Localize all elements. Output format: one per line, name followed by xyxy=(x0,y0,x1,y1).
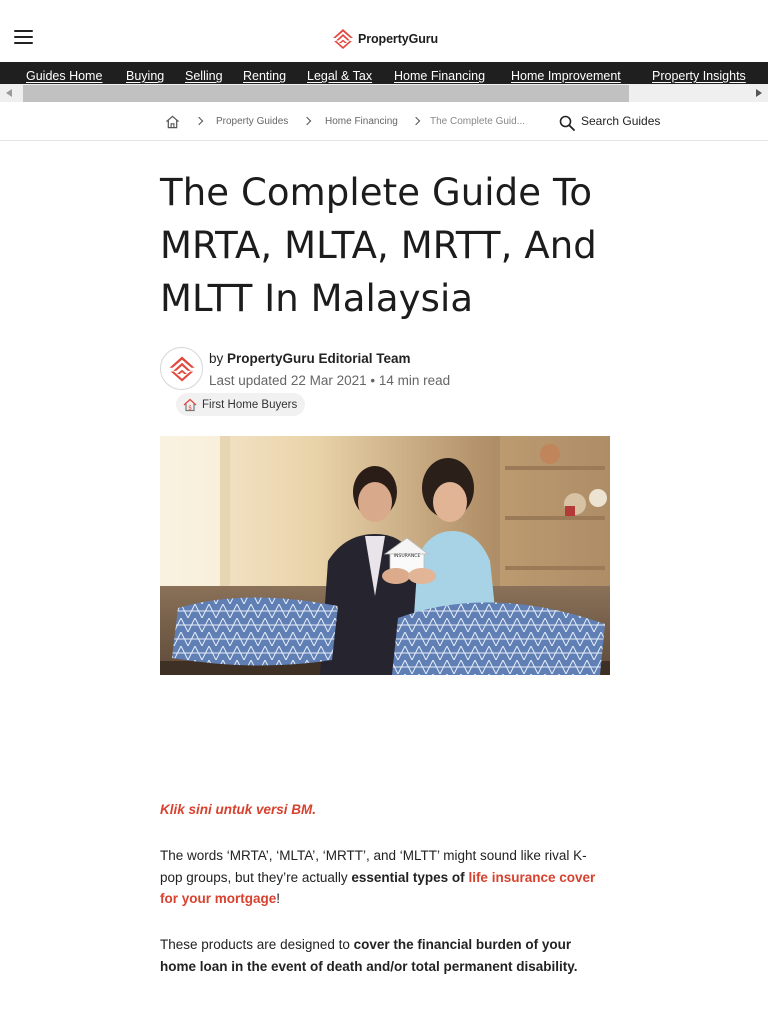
intro-bold: essential types of xyxy=(351,869,465,885)
breadcrumb-property-guides[interactable]: Property Guides xyxy=(216,116,289,127)
nav-selling[interactable]: Selling xyxy=(185,69,223,83)
top-header xyxy=(0,0,768,62)
nav-legal-tax[interactable]: Legal & Tax xyxy=(307,69,373,83)
chevron-right-icon xyxy=(303,117,311,125)
search-icon[interactable] xyxy=(559,115,575,131)
nav-scrollbar[interactable] xyxy=(0,84,768,102)
tag-label: First Home Buyers xyxy=(202,398,298,411)
life-insurance-link[interactable]: life insurance cover for your mortgage xyxy=(160,869,596,906)
intro-end: ! xyxy=(276,891,281,906)
tag-first-home-buyers[interactable] xyxy=(176,393,305,416)
nav-home-improvement[interactable]: Home Improvement xyxy=(511,69,621,83)
house-icon xyxy=(182,397,198,413)
bm-version-link[interactable]: Klik sini untuk versi BM. xyxy=(160,802,317,817)
nav-guides-home[interactable]: Guides Home xyxy=(26,69,103,83)
propertyguru-logo-icon xyxy=(167,354,197,384)
article-title: The Complete Guide To MRTA, MLTA, MRTT, And MLTT In Malaysia xyxy=(160,171,597,320)
scroll-right-icon[interactable] xyxy=(756,89,762,97)
author-name[interactable]: PropertyGuru Editorial Team xyxy=(227,351,411,366)
svg-text:$: $ xyxy=(188,404,192,411)
search-guides-button[interactable]: Search Guides xyxy=(581,114,661,128)
home-icon[interactable] xyxy=(165,115,180,129)
hero-image xyxy=(160,436,610,675)
house-label: INSURANCE xyxy=(393,554,421,559)
nav-renting[interactable]: Renting xyxy=(243,69,287,83)
propertyguru-logo-icon xyxy=(331,27,355,51)
second-bold: cover the financial burden of your home loan in the event of death and/or total permanent disability. xyxy=(160,937,578,974)
propertyguru-logo[interactable] xyxy=(331,27,438,51)
menu-icon[interactable] xyxy=(14,30,33,45)
second-paragraph xyxy=(160,934,605,977)
byline-prefix: by xyxy=(209,351,228,366)
breadcrumb-current: The Complete Guid... xyxy=(430,116,526,127)
intro-paragraph xyxy=(160,845,605,910)
breadcrumb xyxy=(0,102,768,141)
author-byline xyxy=(209,351,411,366)
couple-holding-house-illustration xyxy=(160,436,610,675)
logo-text: PropertyGuru xyxy=(358,32,439,46)
intro-text: The words ‘MRTA’, ‘MLTA’, ‘MRTT’, and ‘MLTT’ might sound like rival K-pop groups, but they’re actually xyxy=(160,848,587,885)
second-text: These products are designed to xyxy=(160,937,354,952)
guides-nav xyxy=(0,62,768,84)
nav-home-financing[interactable]: Home Financing xyxy=(394,69,486,83)
scroll-left-icon[interactable] xyxy=(6,89,12,97)
nav-property-insights[interactable]: Property Insights xyxy=(652,69,746,83)
scrollbar-thumb[interactable] xyxy=(23,85,629,102)
chevron-right-icon xyxy=(195,117,203,125)
chevron-right-icon xyxy=(412,117,420,125)
nav-buying[interactable]: Buying xyxy=(126,69,165,83)
last-updated: Last updated 22 Mar 2021 • 14 min read xyxy=(209,373,451,388)
author-avatar[interactable] xyxy=(160,347,203,390)
breadcrumb-home-financing[interactable]: Home Financing xyxy=(325,116,398,127)
